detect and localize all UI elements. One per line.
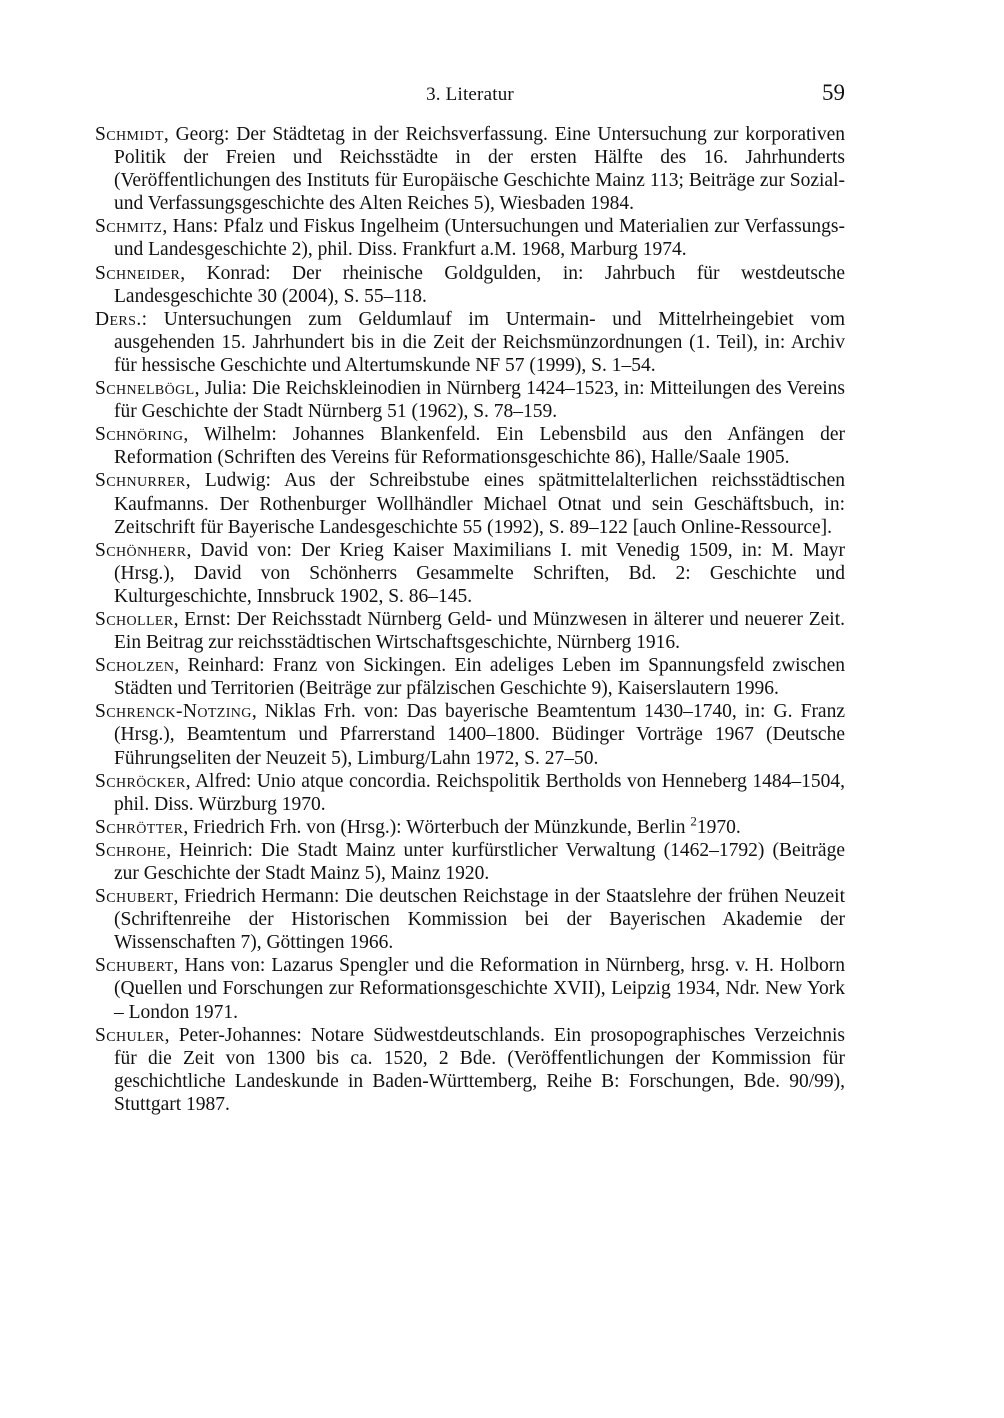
entry-text: , Ludwig: Aus der Schreibstube eines spätmittelalterlichen reichsstädtischen Kaufmanns. Der Rothenburger Wollhändler Michael Otnat und sein Geschäftsbuch, in: Zeitschrift für Bayerische Landesgeschichte 55 (1992), S. 89–122 [auch Online-Ressource]. — [114, 470, 845, 538]
entry-author: Ders. — [95, 308, 142, 330]
entry-author: Schrötter — [95, 816, 184, 838]
running-head — [95, 82, 845, 108]
entry-text-after: 1970. — [696, 816, 741, 838]
entry-author: Schubert — [95, 955, 174, 977]
entry-text: , Konrad: Der rheinische Goldgulden, in: Jahrbuch für westdeutsche Landesgeschichte 30 (2004), S. 55–118. — [114, 262, 845, 307]
bibliography-entry — [95, 770, 845, 816]
entry-text: , David von: Der Krieg Kaiser Maximilians I. mit Venedig 1509, in: M. Mayr (Hrsg.), David von Schönherrs Gesammelte Schriften, Bd. 2: Geschichte und Kulturgeschichte, Innsbruck 1902, S. 86–145. — [114, 539, 845, 607]
entry-text: , Georg: Der Städtetag in der Reichsverfassung. Eine Untersuchung zur korporativen Politik der Freien und Reichsstädte in der ersten Hälfte des 16. Jahrhunderts (Veröffentlichungen des Instituts für Europäische Geschichte Mainz 113; Beiträge zur Sozial- und Verfassungsgeschichte des Alten Reiches 5), Wiesbaden 1984. — [114, 124, 845, 215]
bibliography-entry — [95, 839, 845, 885]
edition-superscript: 2 — [690, 813, 697, 829]
bibliography-entry — [95, 262, 845, 308]
entry-text: , Julia: Die Reichskleinodien in Nürnberg 1424–1523, in: Mitteilungen des Vereins für Geschichte der Stadt Nürnberg 51 (1962), S. 78–159. — [114, 378, 845, 423]
bibliography-entry — [95, 654, 845, 700]
entry-author: Scholzen — [95, 655, 175, 677]
bibliography-entry — [95, 377, 845, 423]
running-title: 3. Literatur — [426, 84, 514, 105]
entry-author: Schröcker — [95, 770, 186, 792]
bibliography-entry — [95, 423, 845, 469]
bibliography-entry — [95, 308, 845, 377]
bibliography-list — [95, 123, 845, 1116]
bibliography-entry — [95, 700, 845, 769]
entry-text: , Friedrich Hermann: Die deutschen Reichstage in der Staatslehre der frühen Neuzeit (Schriftenreihe der Historischen Kommission bei der Bayerischen Akademie der Wissenschaften 7), Göttingen 1966. — [114, 886, 845, 954]
entry-author: Schuler — [95, 1024, 165, 1046]
bibliography-entry — [95, 469, 845, 538]
entry-author: Schnurrer — [95, 470, 186, 492]
entry-author: Schmitz — [95, 216, 163, 238]
entry-author: Scholler — [95, 608, 174, 630]
entry-author: Schnelbögl — [95, 378, 195, 400]
entry-text: , Friedrich Frh. von (Hrsg.): Wörterbuch der Münzkunde, Berlin — [183, 816, 691, 838]
entry-author: Schrenck-Notzing — [95, 701, 252, 723]
bibliography-entry — [95, 1024, 845, 1116]
entry-author: Schönherr — [95, 539, 187, 561]
bibliography-entry — [95, 215, 845, 261]
entry-text: , Heinrich: Die Stadt Mainz unter kurfürstlicher Verwaltung (1462–1792) (Beiträge zur Geschichte der Stadt Mainz 5), Mainz 1920. — [114, 839, 845, 884]
entry-text: , Reinhard: Franz von Sickingen. Ein adeliges Leben im Spannungsfeld zwischen Städten und Territorien (Beiträge zur pfälzischen Geschichte 9), Kaiserslautern 1996. — [114, 655, 845, 700]
entry-text: , Hans: Pfalz und Fiskus Ingelheim (Untersuchungen und Materialien zur Verfassungs- und Landesgeschichte 2), phil. Diss. Frankfurt a.M. 1968, Marburg 1974. — [114, 216, 845, 261]
entry-author: Schmidt — [95, 124, 164, 145]
bibliography-entry — [95, 954, 845, 1023]
entry-author: Schubert — [95, 886, 174, 908]
entry-text: , Hans von: Lazarus Spengler und die Reformation in Nürnberg, hrsg. v. H. Holborn (Quellen und Forschungen zur Reformationsgeschichte XVII), Leipzig 1934, Ndr. New York – London 1971. — [114, 955, 845, 1023]
entry-author: Schnöring — [95, 424, 184, 446]
entry-text: , Niklas Frh. von: Das bayerische Beamtentum 1430–1740, in: G. Franz (Hrsg.), Beamtentum und Pfarrerstand 1400–1800. Büdinger Vorträge 1967 (Deutsche Führungseliten der Neuzeit 5), Limburg/Lahn 1972, S. 27–50. — [114, 701, 845, 769]
bibliography-entry — [95, 608, 845, 654]
entry-text: , Alfred: Unio atque concordia. Reichspolitik Bertholds von Henneberg 1484–1504, phil. Diss. Würzburg 1970. — [114, 770, 845, 815]
entry-text: , Peter-Johannes: Notare Südwestdeutschlands. Ein prosopographisches Verzeichnis für die Zeit von 1300 bis ca. 1520, 2 Bde. (Veröffentlichungen der Kommission für geschichtliche Landeskunde in Baden-Württemberg, Reihe B: Forschungen, Bde. 90/99), Stuttgart 1987. — [114, 1024, 845, 1115]
entry-text: : Untersuchungen zum Geldumlauf im Untermain- und Mittelrheingebiet vom ausgehenden 15. Jahrhundert bis in die Zeit der Reichsmünzordnungen (1. Teil), in: Archiv für hessische Geschichte und Altertumskunde NF 57 (1999), S. 1–54. — [114, 308, 845, 376]
entry-author: Schneider — [95, 262, 181, 284]
bibliography-entry — [95, 885, 845, 954]
bibliography-entry — [95, 813, 845, 839]
entry-text: , Wilhelm: Johannes Blankenfeld. Ein Lebensbild aus den Anfängen der Reformation (Schriften des Vereins für Reformationsgeschichte 86), Halle/Saale 1905. — [114, 424, 845, 469]
bibliography-entry — [95, 123, 845, 215]
page-number: 59 — [822, 80, 845, 105]
entry-author: Schrohe — [95, 839, 167, 861]
bibliography-entry — [95, 539, 845, 608]
entry-text: , Ernst: Der Reichsstadt Nürnberg Geld- und Münzwesen in älterer und neuerer Zeit. Ein Beitrag zur reichsstädtischen Wirtschaftsgeschichte, Nürnberg 1916. — [114, 608, 845, 654]
